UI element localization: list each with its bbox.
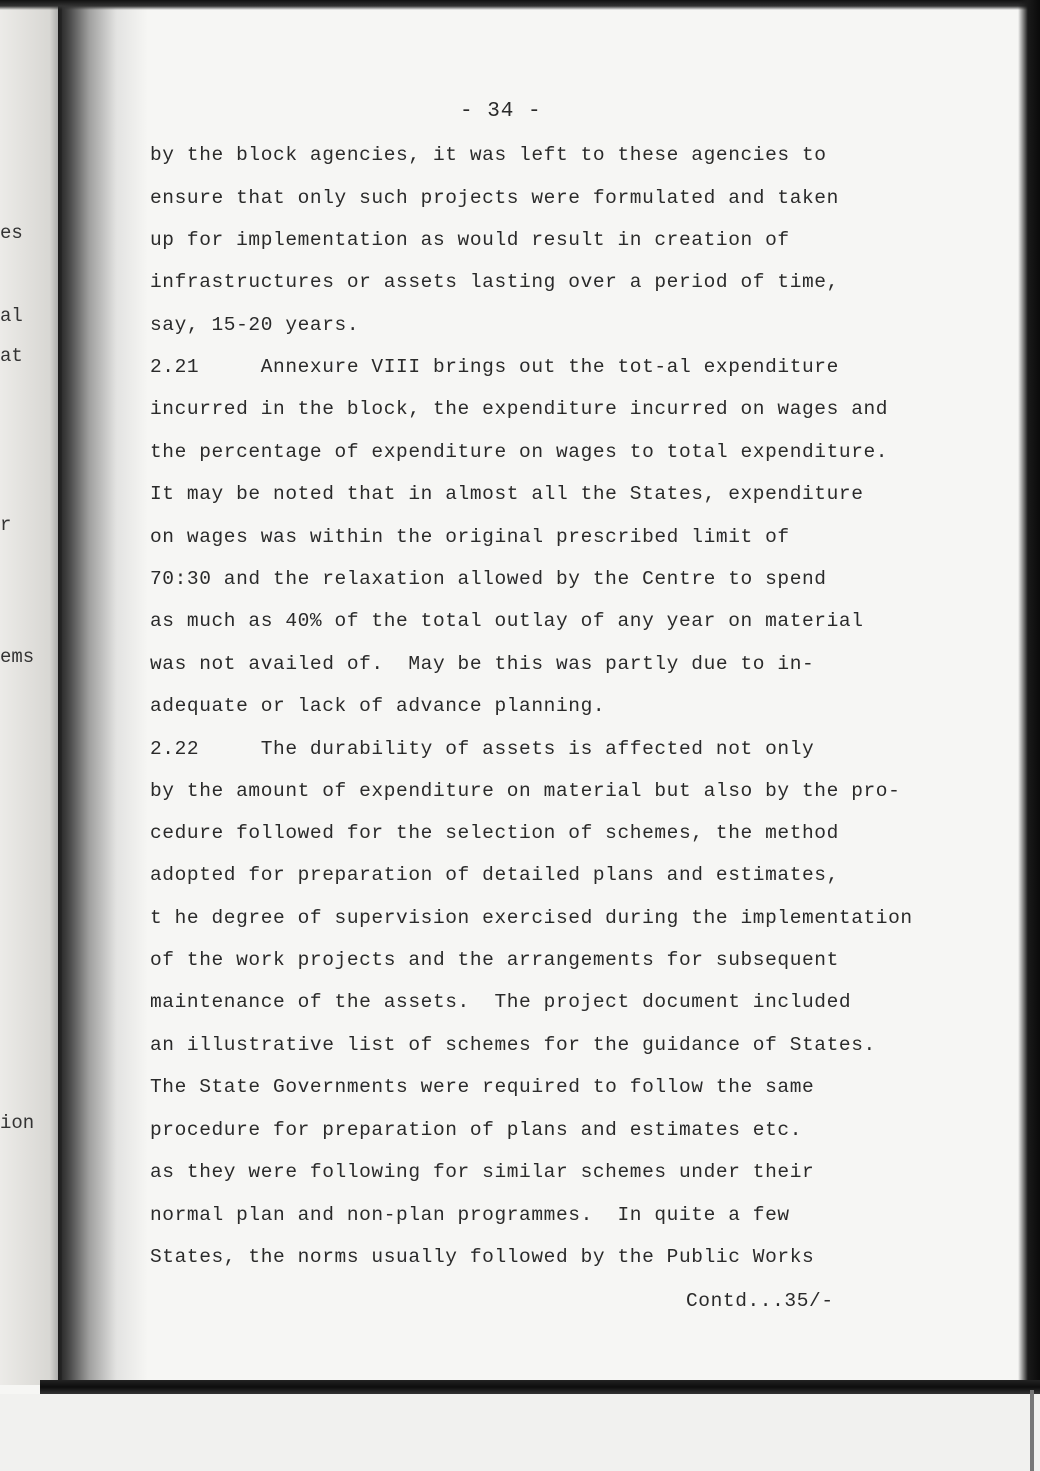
body-line: 70:30 and the relaxation allowed by the Centre to spend: [150, 568, 827, 590]
body-line: adopted for preparation of detailed plans and estimates,: [150, 864, 839, 886]
margin-fragment: es: [0, 222, 23, 244]
scan-top-border: [0, 0, 1040, 10]
body-line: was not availed of. May be this was partly due to in-: [150, 653, 815, 675]
body-line: ensure that only such projects were formulated and taken: [150, 187, 839, 209]
body-line: as much as 40% of the total outlay of any year on material: [150, 610, 864, 632]
body-line: by the amount of expenditure on material but also by the pro-: [150, 780, 901, 802]
body-line: by the block agencies, it was left to these agencies to: [150, 144, 827, 166]
body-line: It may be noted that in almost all the States, expenditure: [150, 483, 864, 505]
body-line: the percentage of expenditure on wages to total expenditure.: [150, 441, 889, 463]
body-line: on wages was within the original prescribed limit of: [150, 526, 790, 548]
body-line: say, 15-20 years.: [150, 314, 360, 336]
facing-page-strip: [0, 0, 62, 1385]
body-line: normal plan and non-plan programmes. In quite a few: [150, 1204, 790, 1226]
body-line: States, the norms usually followed by the Public Works: [150, 1246, 815, 1268]
margin-fragment: ion: [0, 1112, 35, 1134]
body-line: up for implementation as would result in creation of: [150, 229, 790, 251]
body-line: The State Governments were required to follow the same: [150, 1076, 815, 1098]
page-fold-shadow: [58, 0, 148, 1385]
margin-fragment: ems: [0, 646, 35, 668]
paragraph-2-22-start: 2.22 The durability of assets is affected not only: [150, 738, 815, 760]
margin-fragment: r: [0, 514, 12, 536]
body-line: incurred in the block, the expenditure incurred on wages and: [150, 398, 889, 420]
body-line: of the work projects and the arrangements for subsequent: [150, 949, 839, 971]
scan-bed-area: [0, 1394, 1040, 1471]
body-line: maintenance of the assets. The project document included: [150, 991, 852, 1013]
body-line: adequate or lack of advance planning.: [150, 695, 606, 717]
body-line: procedure for preparation of plans and estimates etc.: [150, 1119, 803, 1141]
body-line: an illustrative list of schemes for the guidance of States.: [150, 1034, 876, 1056]
scan-right-edge: [1018, 0, 1040, 1390]
body-line: t he degree of supervision exercised during the implementation: [150, 907, 913, 929]
body-line: cedure followed for the selection of schemes, the method: [150, 822, 839, 844]
continuation-note: Contd...35/-: [686, 1290, 834, 1312]
body-line: as they were following for similar schemes under their: [150, 1161, 815, 1183]
scan-bottom-edge: [40, 1380, 1040, 1394]
scan-right-edge-lower: [1030, 1390, 1034, 1471]
margin-fragment: at: [0, 345, 23, 367]
body-line: infrastructures or assets lasting over a period of time,: [150, 271, 839, 293]
page-number: - 34 -: [460, 100, 542, 123]
margin-fragment: al: [0, 305, 23, 327]
paragraph-2-21-start: 2.21 Annexure VIII brings out the tot-al expenditure: [150, 356, 839, 378]
